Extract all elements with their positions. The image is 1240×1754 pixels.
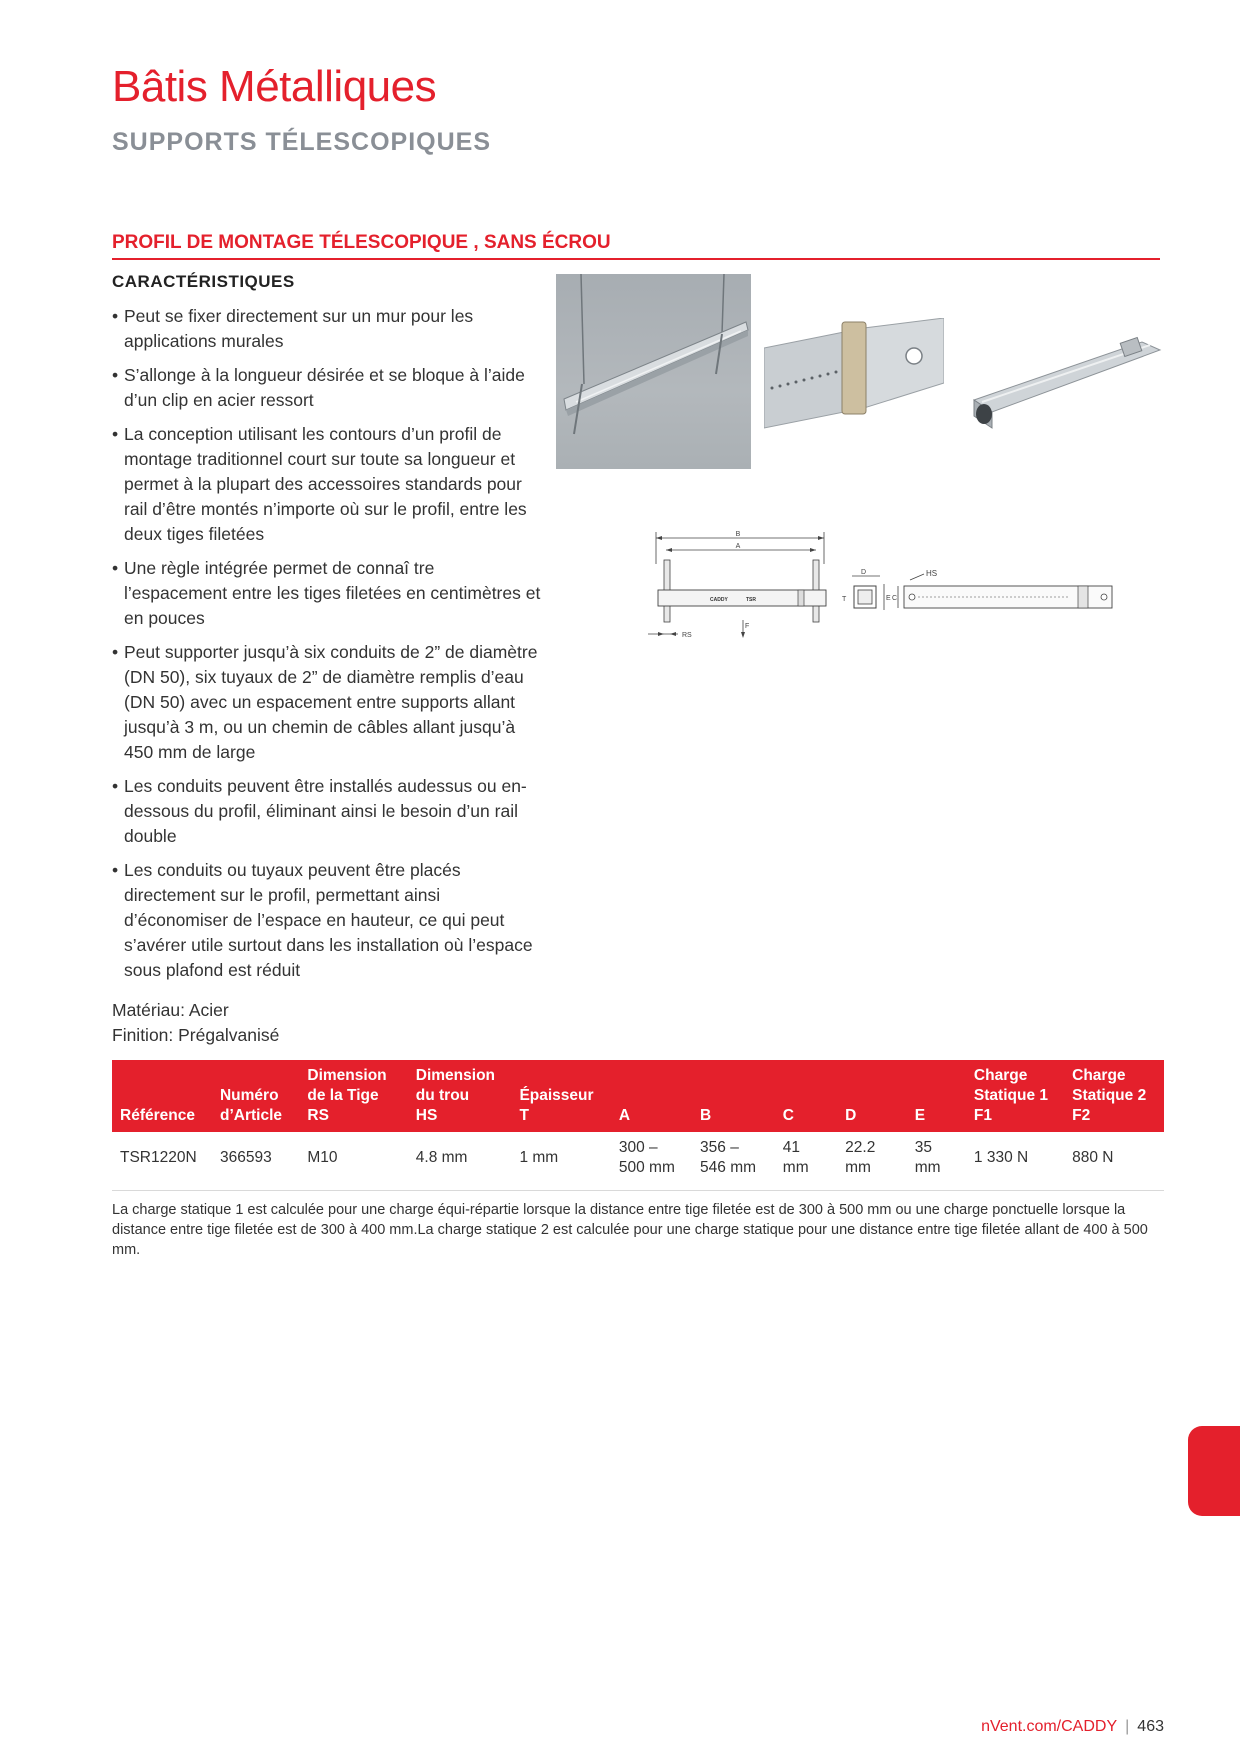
feature-item: • Peut supporter jusqu’à six conduits de 2” de diamètre (DN 50), six tuyaux de 2” de diamètre remplis d’eau (DN 50) avec un espacement entre supports allant jusqu’à 3 m, ou un chemin de câbles allant jusqu’à 450 mm de large	[112, 640, 542, 765]
dim-label-e: E	[886, 595, 891, 602]
table-body	[112, 1132, 1164, 1191]
product-photo-rail	[972, 330, 1164, 430]
table-header-line: Statique 2	[1072, 1087, 1147, 1104]
table-cell-line: 500 mm	[618, 1159, 675, 1176]
table-cell	[775, 1132, 837, 1191]
material-text: Matériau: Acier	[112, 1000, 229, 1020]
table-header-cell	[212, 1060, 299, 1132]
table-cell	[212, 1132, 299, 1191]
rail-brand-label: CADDY	[710, 597, 728, 603]
load-note: La charge statique 1 est calculée pour une charge équi-répartie lorsque la distance entre tige filetée est de 300 à 500 mm ou une charge ponctuelle lorsque la distance entre tige filetée est de 300 à 400 mm.La charge statique 2 est calculée pour une charge statique pour une distance entre tige filetée allant de 400 à 500 mm.	[112, 1202, 1148, 1258]
finish-text: Finition: Prégalvanisé	[112, 1025, 280, 1045]
table-header-line: C	[782, 1107, 794, 1124]
table-header-line: Dimension	[415, 1067, 495, 1084]
table-cell-line: TSR1220N	[120, 1149, 197, 1166]
table-header-line: Charge	[1072, 1067, 1126, 1084]
dim-label-hs: HS	[926, 569, 938, 578]
table-cell-line: 300 –	[618, 1139, 658, 1156]
table-cell-line: 546 mm	[700, 1159, 757, 1176]
installed-rail-illustration	[556, 274, 751, 469]
table-header-line: Épaisseur	[519, 1087, 594, 1104]
dim-label-a: A	[735, 543, 741, 550]
table-header-line: F2	[1072, 1107, 1091, 1124]
table-header-cell	[611, 1060, 692, 1132]
table-header-cell	[408, 1060, 512, 1132]
dim-label-b: B	[735, 531, 741, 538]
product-photo-installed	[556, 274, 751, 469]
table-cell-line: 35	[914, 1139, 932, 1156]
technical-drawing	[648, 524, 1128, 644]
table-header-line: E	[914, 1107, 926, 1124]
table-header-line: d’Article	[219, 1107, 282, 1124]
table-cell	[966, 1132, 1064, 1191]
features-title: CARACTÉRISTIQUES	[112, 272, 295, 291]
table-cell	[299, 1132, 407, 1191]
table-header-cell	[299, 1060, 407, 1132]
feature-item: • Peut se fixer directement sur un mur pour les applications murales	[112, 304, 542, 354]
table-header-line: de la Tige	[307, 1087, 379, 1104]
table-header-line: Statique 1	[973, 1087, 1048, 1104]
table-header-line: F1	[973, 1107, 993, 1124]
table-header-line: D	[845, 1107, 857, 1124]
table-cell	[692, 1132, 775, 1191]
table-header-cell	[966, 1060, 1064, 1132]
table-header-line: RS	[307, 1107, 329, 1124]
product-heading: PROFIL DE MONTAGE TÉLESCOPIQUE , SANS ÉCROU	[112, 232, 1160, 260]
table-header-line: HS	[415, 1107, 438, 1124]
table-header-cell	[511, 1060, 610, 1132]
table-cell	[511, 1132, 610, 1191]
table-row	[112, 1132, 1164, 1191]
table-header-line: T	[519, 1107, 529, 1124]
table-header-cell	[1064, 1060, 1164, 1132]
features-list	[112, 304, 542, 992]
table-header-cell	[907, 1060, 966, 1132]
feature-item: • Les conduits ou tuyaux peuvent être placés directement sur le profil, permettant ainsi d’économiser de l’espace en hauteur, ce qui peut s’avérer utile surtout dans les installation où l’espace sous plafond est réduit	[112, 858, 542, 983]
table-cell-line: mm	[845, 1159, 871, 1176]
table-cell-line: 4.8 mm	[415, 1149, 468, 1166]
feature-item: • Une règle intégrée permet de connaî tre l’espacement entre les tiges filetées en centimètres et en pouces	[112, 556, 542, 631]
dim-label-f: F	[745, 623, 750, 630]
table-cell	[611, 1132, 692, 1191]
table-header-line: du trou	[415, 1087, 470, 1104]
table-cell-line: 41	[782, 1139, 801, 1156]
table-cell-line: 1 330 N	[973, 1149, 1029, 1166]
footer-site-link[interactable]: nVent.com/CADDY	[981, 1718, 1118, 1735]
table-header-line: Charge	[973, 1067, 1028, 1084]
table-cell-line: 356 –	[700, 1139, 739, 1156]
rail-perspective-illustration	[972, 330, 1164, 430]
table-cell	[112, 1132, 212, 1191]
table-header-cell	[692, 1060, 775, 1132]
table-header-cell	[837, 1060, 907, 1132]
table-cell-line: mm	[914, 1159, 941, 1176]
table-header-line: Référence	[120, 1107, 195, 1124]
feature-item: • La conception utilisant les contours d’un profil de montage traditionnel court sur toute sa longueur et permet à la plupart des accessoires standards pour rail d’être montés n’importe où sur le profil, entre les deux tiges filetées	[112, 422, 542, 547]
product-photo-clip	[764, 318, 944, 440]
table-header-line: B	[700, 1107, 712, 1124]
dim-label-d: D	[861, 569, 867, 576]
page-title: Bâtis Métalliques	[112, 62, 437, 111]
section-tab-marker	[1188, 1426, 1240, 1516]
page-number: 463	[1137, 1718, 1164, 1735]
clip-closeup-illustration	[764, 318, 944, 440]
table-cell	[1064, 1132, 1164, 1191]
dim-label-c: C	[892, 595, 898, 602]
table-cell	[907, 1132, 966, 1191]
feature-item: • S’allonge à la longueur désirée et se bloque à l’aide d’un clip en acier ressort	[112, 363, 542, 413]
table-cell-line: mm	[782, 1159, 809, 1176]
page-footer	[981, 1718, 1164, 1736]
table-cell-line: 880 N	[1072, 1149, 1114, 1166]
table-cell-line: 22.2	[845, 1139, 876, 1156]
dim-label-t: T	[842, 596, 847, 603]
table-header-row	[112, 1060, 1164, 1132]
table-cell-line: 366593	[219, 1149, 272, 1166]
table-cell-line: M10	[307, 1149, 338, 1166]
spec-table	[112, 1060, 1164, 1191]
material-block	[112, 998, 279, 1048]
footer-separator: |	[1125, 1718, 1130, 1735]
dim-label-rs: RS	[682, 632, 692, 639]
table-header-line: Dimension	[307, 1067, 387, 1084]
table-header-cell	[112, 1060, 212, 1132]
table-cell	[408, 1132, 512, 1191]
table-cell-line: 1 mm	[519, 1149, 559, 1166]
table-header-cell	[775, 1060, 837, 1132]
page-subtitle: SUPPORTS TÉLESCOPIQUES	[112, 128, 492, 156]
feature-item: • Les conduits peuvent être installés audessus ou en-dessous du profil, éliminant ainsi le besoin d’un rail double	[112, 774, 542, 849]
table-cell	[837, 1132, 907, 1191]
table-header-line: A	[618, 1107, 631, 1124]
table-header-line: Numéro	[219, 1087, 279, 1104]
rail-model-label: TSR	[746, 597, 756, 603]
